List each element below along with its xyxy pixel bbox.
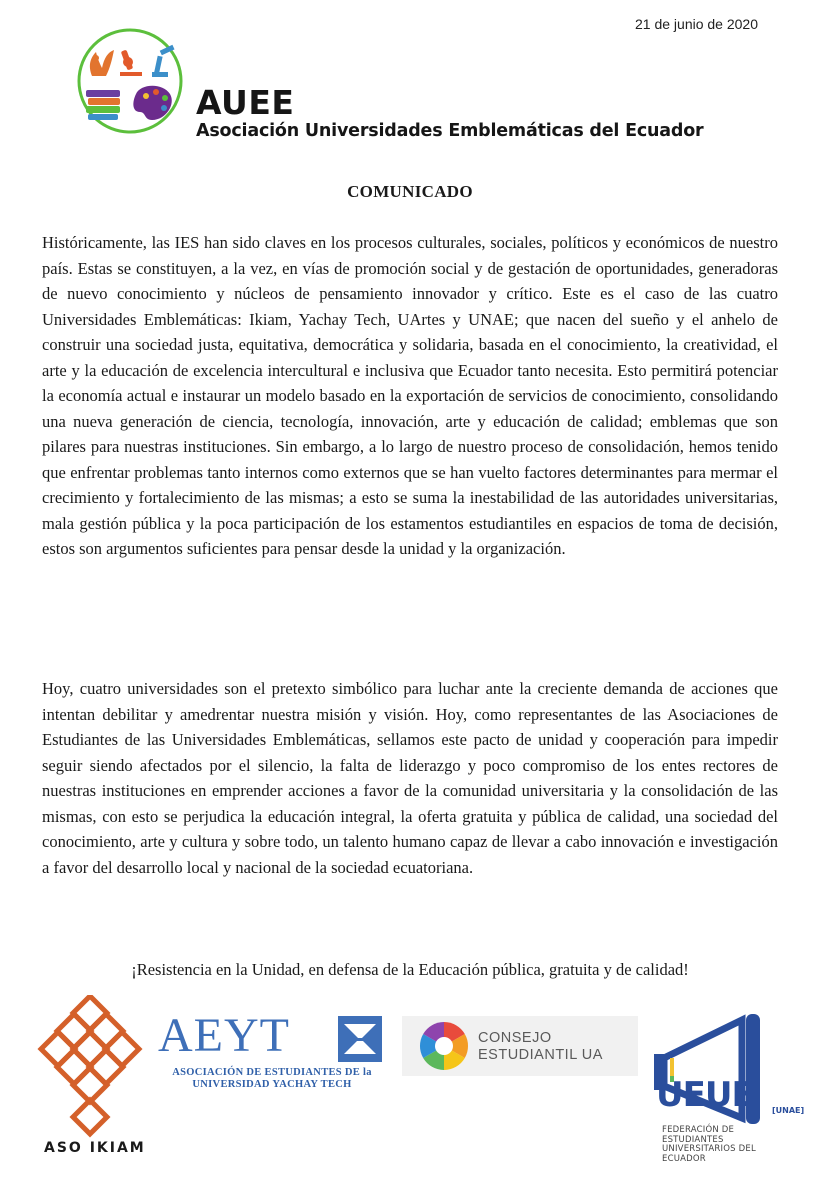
aso-ikiam-label: ASO IKIAM: [44, 1140, 146, 1156]
organization-full-name: Asociación Universidades Emblemáticas del Ecuador: [196, 121, 704, 141]
consejo-line-2: ESTUDIANTIL UA: [478, 1047, 603, 1063]
auee-logo-icon: [66, 28, 194, 134]
body-paragraph: Hoy, cuatro universidades son el pretexto simbólico para luchar ante la creciente demanda de acciones que intentan debilitar y amedrentar nuestra misión y visión. Hoy, como representantes de las Asociaciones de Estudiantes de las Universidades Emblemáticas, sellamos este pacto de unidad y cooperación para impedir seguir siendo afectados por el silencio, la falta de liderazgo y poco compromiso de los entes rectores de nuestras instituciones en emprender acciones a favor de la comunidad universitaria y la consolidación de las mismas, con esto se perjudica la educación integral, la oferta gratuita y pública de calidad, una sociedad del conocimiento, arte y cultura y sobre todo, un talento humano capaz de llevar a cabo innovación e investigación a favor del desarrollo local y nacional de la sociedad ecuatoriana.: [42, 679, 778, 877]
aeyt-wordmark: AEYT: [158, 1009, 290, 1062]
ueue-wordmark: UEUE: [656, 1075, 754, 1115]
body-paragraph: Históricamente, las IES han sido claves en los procesos culturales, sociales, políticos y económicos de nuestro país. Estas se constituyen, a la vez, en vías de promoción social y de gestación de oportunidades, generadoras de nuevo conocimiento y núcleos de pensamiento innovador y crítico. Este es el caso de las cuatro Universidades Emblemáticas: Ikiam, Yachay Tech, UArtes y UNAE; que nacen del sueño y el anhelo de construir una sociedad justa, equitativa, democrática y solidaria, basada en el conocimiento, la creatividad, el arte y la educación de excelencia intercultural e inclusiva que Ecuador tanto necesita. Esto permitirá potenciar la economía actual e instaurar un modelo basado en la exportación de servicios de conocimiento, consolidando una nueva generación de ciencia, tecnología, innovación, arte y educación de calidad; emblemas que son pilares para nuestras instituciones. Sin embargo, a lo largo de nuestro proceso de consolidación, hemos tenido que enfrentar problemas tanto internos como externos que se han vuelto factores determinantes para mermar el crecimiento y fortalecimiento de las mismas; a esto se suma la inestabilidad de las autoridades universitarias, mala gestión pública y la poca participación de los estamentos estudiantiles en espacios de toma de decisión, estos son argumentos suficientes para pensar desde la unidad y la organización.: [42, 233, 778, 558]
closing-slogan: ¡Resistencia en la Unidad, en defensa de la Educación pública, gratuita y de calidad!: [131, 960, 689, 979]
consejo-line-1: CONSEJO: [478, 1030, 552, 1046]
consejo-estudiantil-name: [478, 1030, 603, 1064]
organization-acronym: AUEE: [196, 83, 295, 122]
aeyt-subtitle: ASOCIACIÓN DE ESTUDIANTES DE la UNIVERSIDAD YACHAY TECH: [172, 1067, 372, 1090]
ueue-subtitle: FEDERACIÓN DE ESTUDIANTES UNIVERSITARIOS DEL ECUADOR: [662, 1125, 756, 1164]
yachay-emblem-icon: [338, 1016, 382, 1062]
document-date: 21 de junio de 2020: [635, 16, 758, 32]
document-title: COMUNICADO: [347, 182, 473, 201]
ueue-tag: [UNAE]: [772, 1106, 805, 1115]
organization-name: [196, 83, 704, 142]
color-wheel-icon: [418, 1020, 470, 1072]
